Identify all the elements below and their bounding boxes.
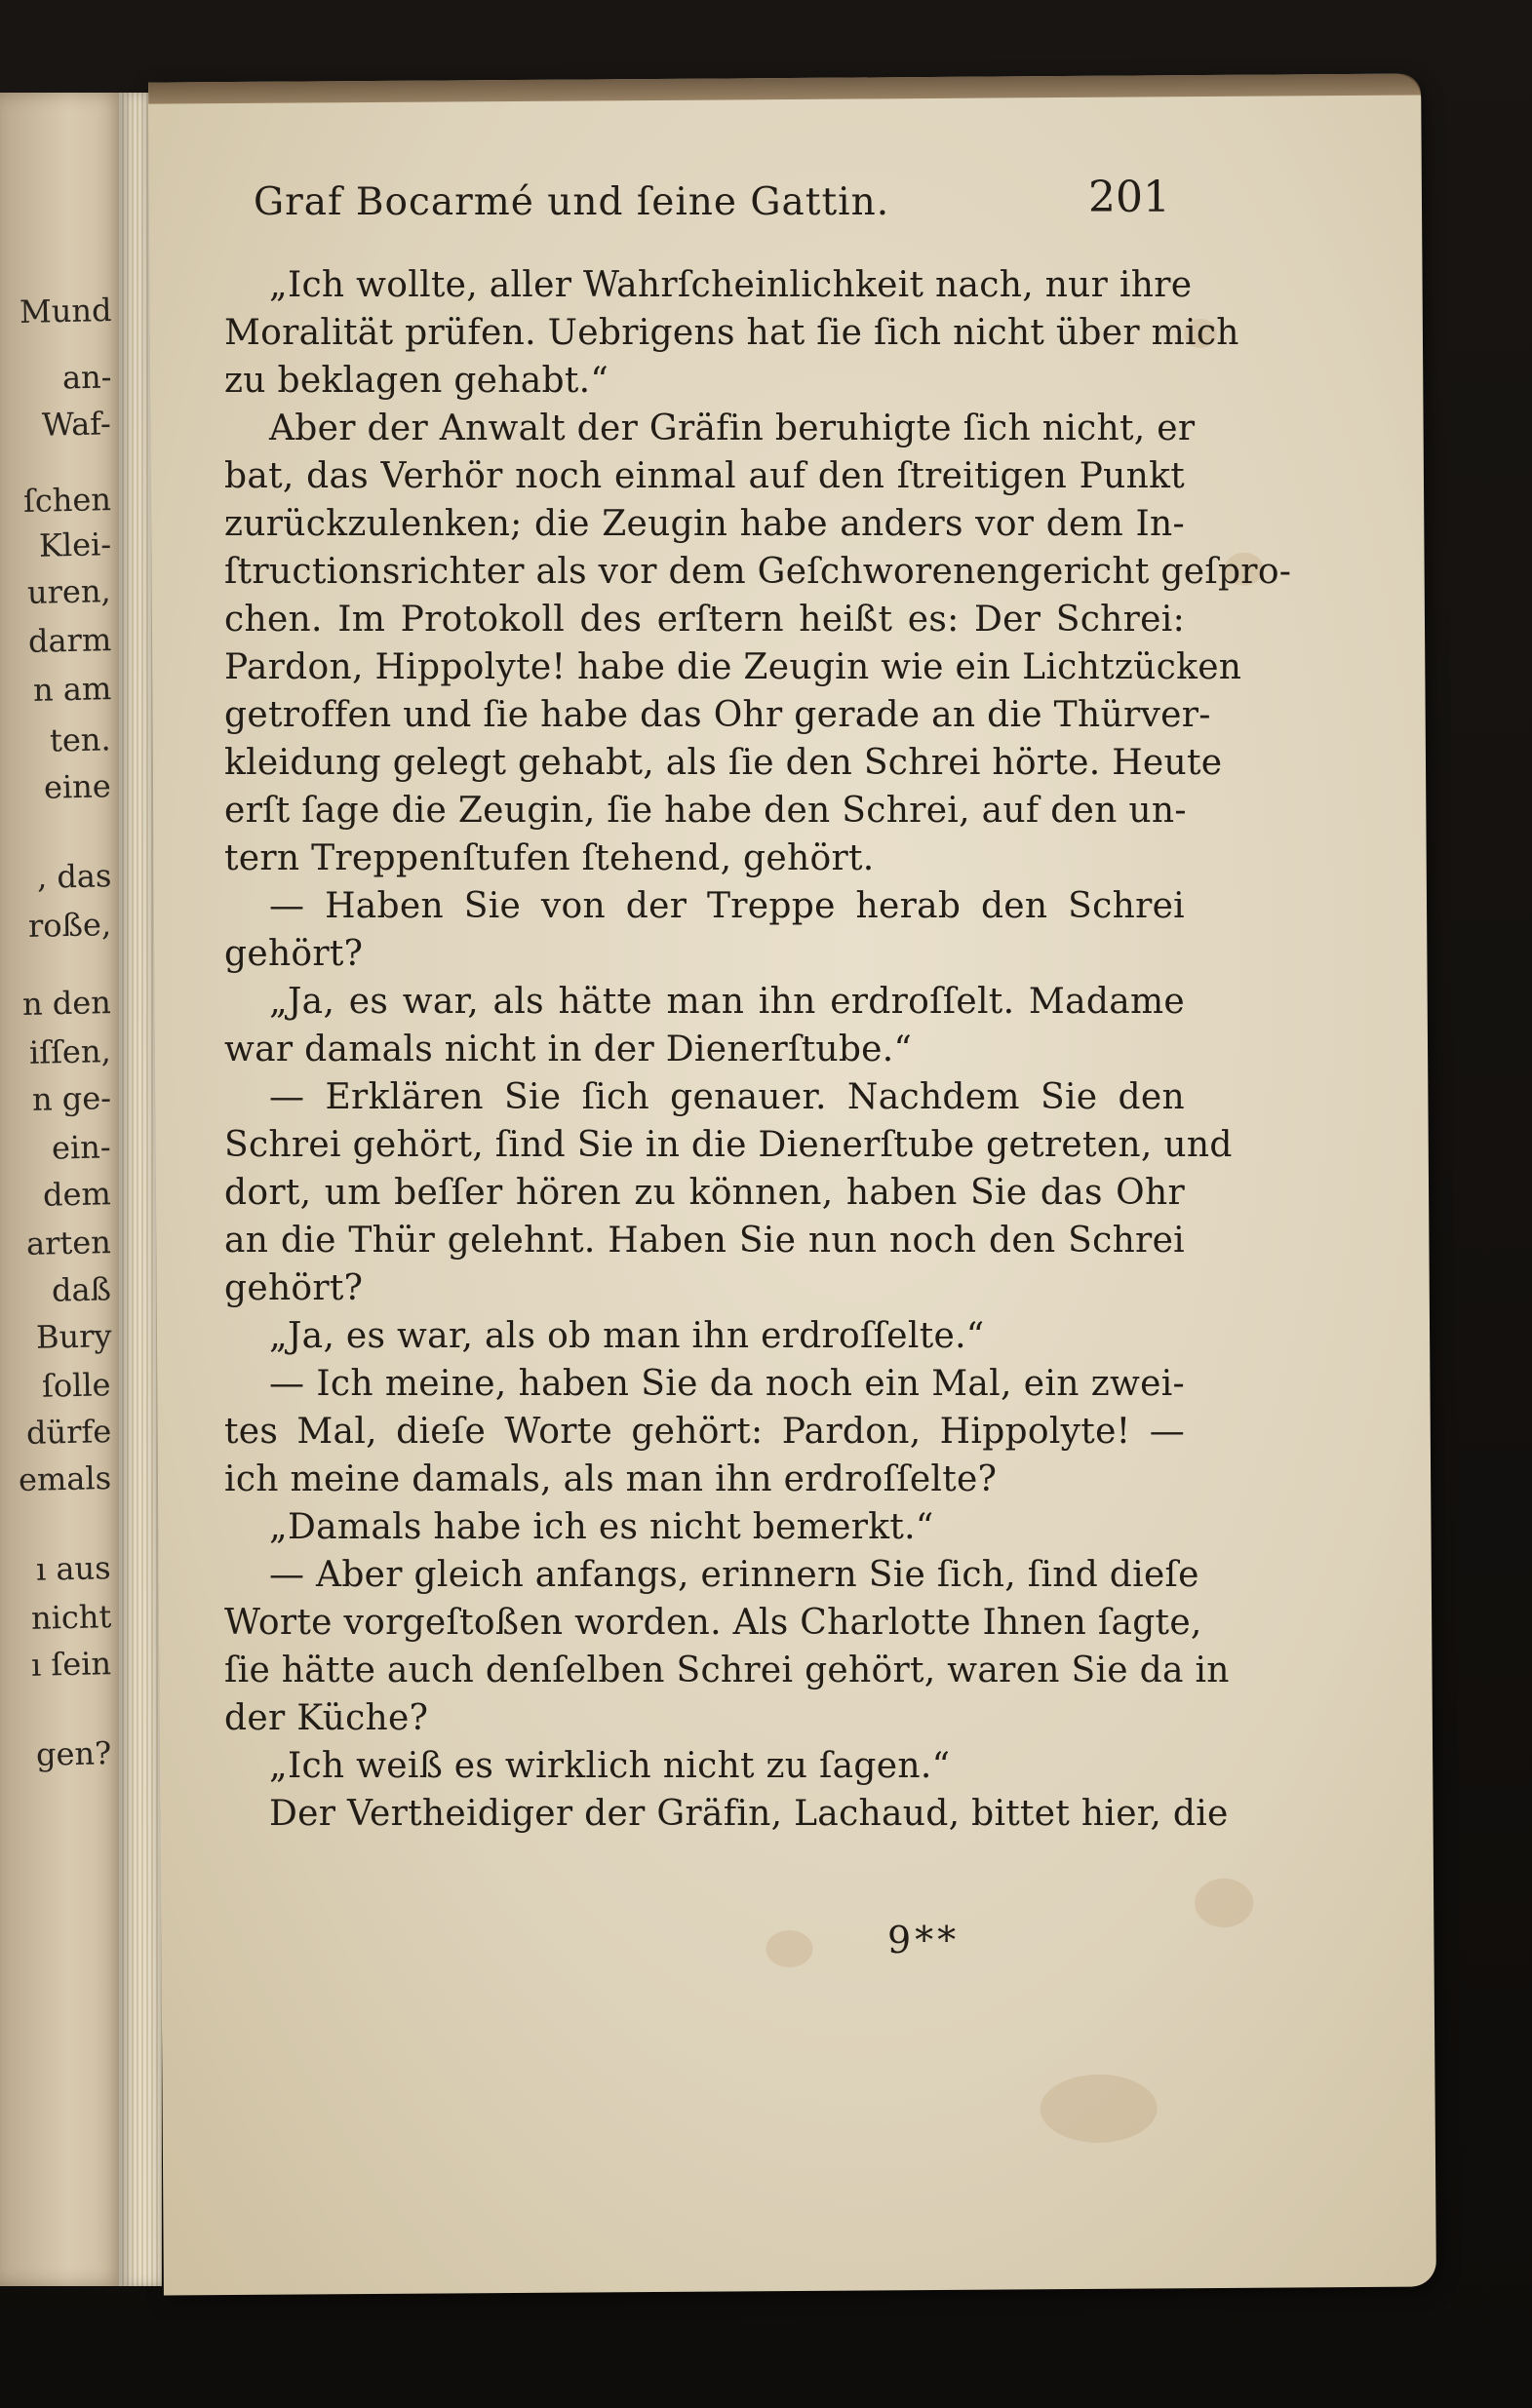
left-page-fragment: uren, bbox=[26, 572, 112, 611]
text-line: „Ich wollte, aller Wahrſcheinlichkeit nach, nur ihre bbox=[269, 265, 1193, 305]
text-line: tes Mal, dieſe Worte gehört: Pardon, Hippolyte! — bbox=[224, 1412, 1185, 1452]
left-page-fragment: n ge- bbox=[31, 1079, 112, 1118]
left-page-fragment: emals bbox=[18, 1459, 112, 1498]
text-line: zu beklagen gehabt.“ bbox=[224, 361, 609, 401]
text-line: zurückzulenken; die Zeugin habe anders vor dem In- bbox=[224, 504, 1185, 544]
text-line: „Ja, es war, als hätte man ihn erdroſſelt. Madame bbox=[269, 982, 1185, 1022]
left-page-fragment: dem bbox=[42, 1175, 112, 1214]
text-line: Aber der Anwalt der Gräfin beruhigte ſich nicht, er bbox=[269, 408, 1196, 448]
text-line: gehört? bbox=[224, 934, 364, 974]
left-page-fragment: , das bbox=[36, 857, 112, 896]
left-page-fragment: iſſen, bbox=[28, 1032, 112, 1071]
text-line: chen. Im Protokoll des erſtern heißt es: Der Schrei: bbox=[224, 600, 1185, 640]
text-line: „Ich weiß es wirklich nicht zu ſagen.“ bbox=[269, 1746, 951, 1786]
left-page-fragment: ı aus bbox=[36, 1549, 112, 1588]
text-line: Schrei gehört, ſind Sie in die Dienerſtube getreten, und bbox=[224, 1125, 1233, 1165]
text-line: getroffen und ſie habe das Ohr gerade an die Thürver- bbox=[224, 695, 1211, 735]
text-line: ich meine damals, als man ihn erdroſſelte? bbox=[224, 1459, 998, 1499]
text-line: Pardon, Hippolyte! habe die Zeugin wie ein Lichtzücken bbox=[224, 647, 1242, 687]
text-line: tern Treppenſtufen ſtehend, gehört. bbox=[224, 838, 875, 878]
text-line: Der Vertheidiger der Gräfin, Lachaud, bittet hier, die bbox=[269, 1794, 1229, 1834]
left-facing-page bbox=[0, 93, 125, 2286]
text-line: — Aber gleich anfangs, erinnern Sie ſich, ſind dieſe bbox=[269, 1555, 1199, 1595]
left-page-fragment: nicht bbox=[30, 1598, 112, 1637]
left-page-fragment: ein- bbox=[52, 1128, 112, 1167]
left-page-fragment: an- bbox=[61, 358, 112, 397]
text-line: erſt ſage die Zeugin, ſie habe den Schrei, auf den un- bbox=[224, 791, 1187, 831]
text-line: „Damals habe ich es nicht bemerkt.“ bbox=[269, 1507, 934, 1547]
foxing-stain bbox=[1195, 1879, 1253, 1927]
text-line: kleidung gelegt gehabt, als ſie den Schrei hörte. Heute bbox=[224, 743, 1223, 783]
left-page-fragment: roße, bbox=[27, 906, 112, 945]
text-line: gehört? bbox=[224, 1268, 364, 1308]
left-page-fragment: ſchen bbox=[22, 481, 112, 520]
text-line: — Haben Sie von der Treppe herab den Schrei bbox=[269, 886, 1185, 926]
text-line: — Erklären Sie ſich genauer. Nachdem Sie den bbox=[269, 1077, 1185, 1117]
text-line: — Ich meine, haben Sie da noch ein Mal, ein zwei- bbox=[269, 1364, 1185, 1404]
text-line: dort, um beſſer hören zu können, haben Sie das Ohr bbox=[224, 1173, 1185, 1213]
left-page-fragment: n den bbox=[21, 984, 112, 1023]
left-page-fragment: ſolle bbox=[42, 1366, 112, 1405]
text-line: war damals nicht in der Dienerſtube.“ bbox=[224, 1029, 913, 1069]
body-text bbox=[224, 261, 1292, 1838]
page-number: 201 bbox=[1088, 173, 1170, 222]
text-line: Worte vorgeſtoßen worden. Als Charlotte Ihnen ſagte, bbox=[224, 1603, 1202, 1643]
left-page-fragment: dürfe bbox=[25, 1413, 112, 1452]
text-line: ſtructionsrichter als vor dem Geſchworenengericht geſpro- bbox=[224, 552, 1292, 592]
text-line: „Ja, es war, als ob man ihn erdroſſelte.“ bbox=[269, 1316, 985, 1356]
left-page-fragment: Waf- bbox=[41, 405, 112, 444]
text-line: ſie hätte auch denſelben Schrei gehört, waren Sie da in bbox=[224, 1651, 1230, 1690]
left-page-fragment: darm bbox=[27, 621, 112, 660]
left-page-fragment: daß bbox=[51, 1270, 112, 1309]
text-line: Moralität prüfen. Uebrigens hat ſie ſich nicht über mich bbox=[224, 313, 1239, 353]
foxing-stain bbox=[766, 1930, 812, 1967]
left-page-text-fragments bbox=[4, 93, 111, 2286]
page-header bbox=[254, 173, 1170, 249]
running-title: Graf Bocarmé und ſeine Gattin. bbox=[254, 180, 890, 224]
foxing-stain bbox=[1040, 2074, 1157, 2143]
text-line: bat, das Verhör noch einmal auf den ſtreitigen Punkt bbox=[224, 456, 1185, 496]
left-page-fragment: Mund bbox=[19, 291, 112, 330]
left-page-fragment: Klei- bbox=[38, 525, 112, 564]
left-page-fragment: n am bbox=[32, 670, 112, 709]
page-top-edge bbox=[148, 73, 1421, 103]
left-page-fragment: ten. bbox=[50, 720, 112, 759]
left-page-fragment: eine bbox=[43, 767, 112, 806]
left-page-fragment: Bury bbox=[35, 1317, 112, 1356]
left-page-fragment: gen? bbox=[35, 1734, 112, 1773]
text-line: der Küche? bbox=[224, 1698, 429, 1738]
left-page-fragment: ı ſein bbox=[30, 1645, 112, 1684]
signature-mark: 9** bbox=[887, 1919, 961, 1961]
left-page-fragment: arten bbox=[25, 1223, 112, 1262]
text-line: an die Thür gelehnt. Haben Sie nun noch den Schrei bbox=[224, 1221, 1185, 1261]
